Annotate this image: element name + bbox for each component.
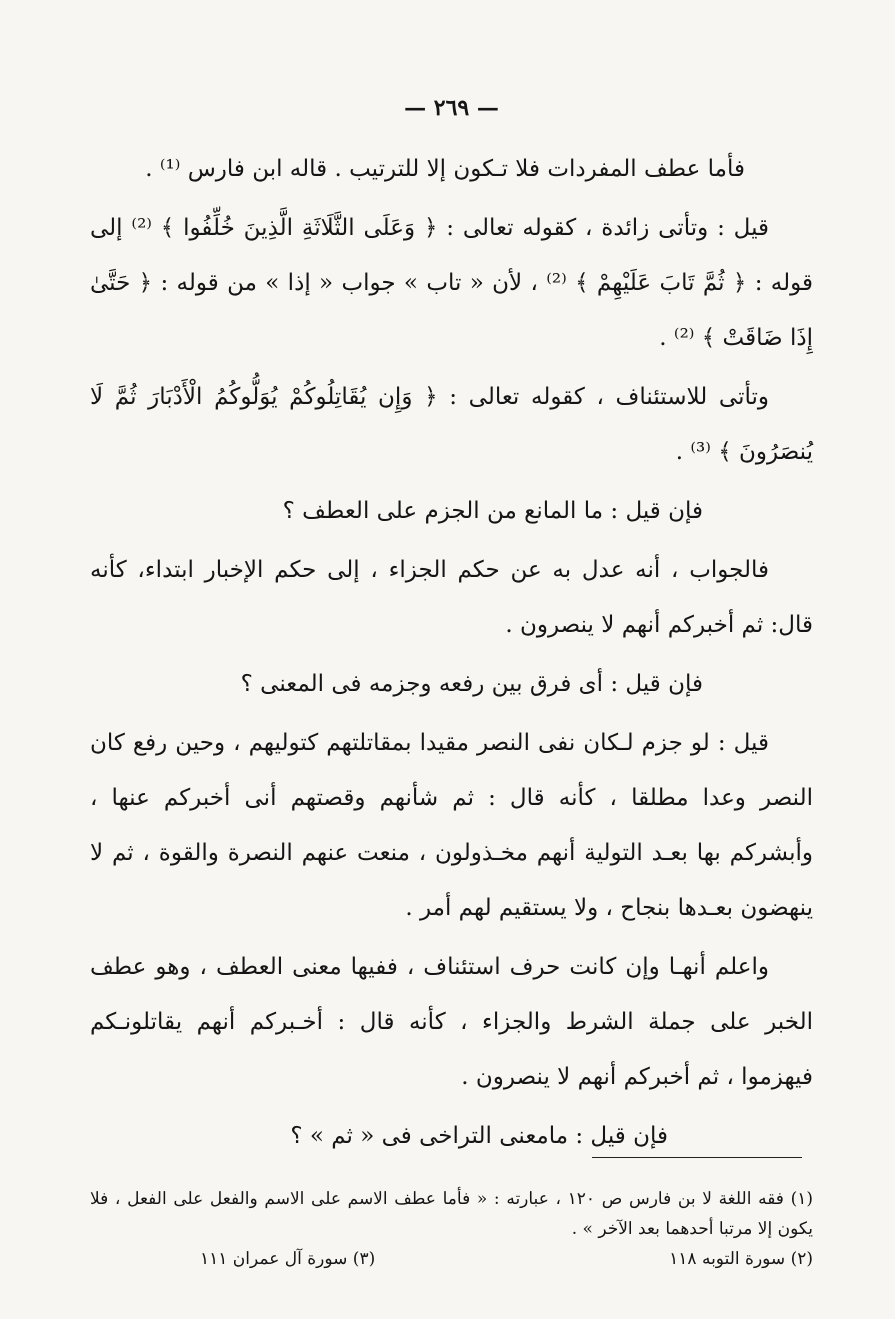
paragraph-7: قيل : لو جزم لـكان نفى النصر مقيدا بمقاتلتهم كتوليهم ، وحين رفع كان النصر وعدا مطلقا ، كأنه قال : ثم شأنهم وقصتهم أنى أخبركم عنها ، وأبشركم بها بعـد التولية أنهم مخـذولون ، منعت عنهم النصرة والقوة ، ثم لا ينهضون بعـدها بنجاح ، ولا يستقيم لهم أمر . [90,730,813,921]
footnote-1: (١) فقه اللغة لا بن فارس ص ١٢٠ ، عبارته : « فأما عطف الاسم على الاسم والفعل على الفعل ، فلا يكون إلا مرتبا أحدهما بعد الآخر » . [90,1189,813,1239]
paragraph-5: فالجواب ، أنه عدل به عن حكم الجزاء ، إلى حكم الإخبار ابتداء، كأنه قال: ثم أخبركم أنهم لا ينصرون . [90,557,813,638]
paragraph-4: فإن قيل : ما المانع من الجزم على العطف ؟ [282,498,703,524]
footnote-3: (٣) سورة آل عمران ١١١ [200,1249,376,1269]
page-number: — ٢٦٩ — [404,95,499,121]
paragraph-6: فإن قيل : أى فرق بين رفعه وجزمه فى المعنى ؟ [240,671,703,697]
paragraph-8: واعلم أنهـا وإن كانت حرف استئناف ، ففيها معنى العطف ، وهو عطف الخبر على جملة الشرط والجزاء ، كأنه قال : أخـبركم أنهم يقاتلونـكم فيهزموا ، ثم أخبركم أنهم لا ينصرون . [90,954,813,1090]
paragraph-9: فإن قيل : مامعنى التراخى فى « ثم » ؟ [290,1123,668,1149]
footnote-divider [592,1157,802,1158]
footnote-row [90,1244,813,1274]
paragraph-1: فأما عطف المفردات فلا تـكون إلا للترتيب . قاله ابن فارس ⁽¹⁾ . [145,156,745,182]
footnotes [90,1184,813,1274]
footnote-2: (٢) سورة التوبه ١١٨ [669,1249,813,1269]
paragraph-2: قيل : وتأتى زائدة ، كقوله تعالى : ﴿ وَعَلَى الثَّلَاثَةِ الَّذِينَ خُلِّفُوا ﴾ ⁽²⁾ إلى قوله : ﴿ ثُمَّ تَابَ عَلَيْهِمْ ﴾ ⁽²⁾ ، لأن « تاب » جواب « إذا » من قوله : ﴿ حَتَّىٰ إِذَا ضَاقَتْ ﴾ ⁽²⁾ . [90,215,813,351]
paragraph-3: وتأتى للاستئناف ، كقوله تعالى : ﴿ وَإِن يُقَاتِلُوكُمْ يُوَلُّوكُمُ الْأَدْبَارَ ثُمَّ لَا يُنصَرُونَ ﴾ ⁽³⁾ . [90,384,813,465]
main-text [90,142,813,1164]
